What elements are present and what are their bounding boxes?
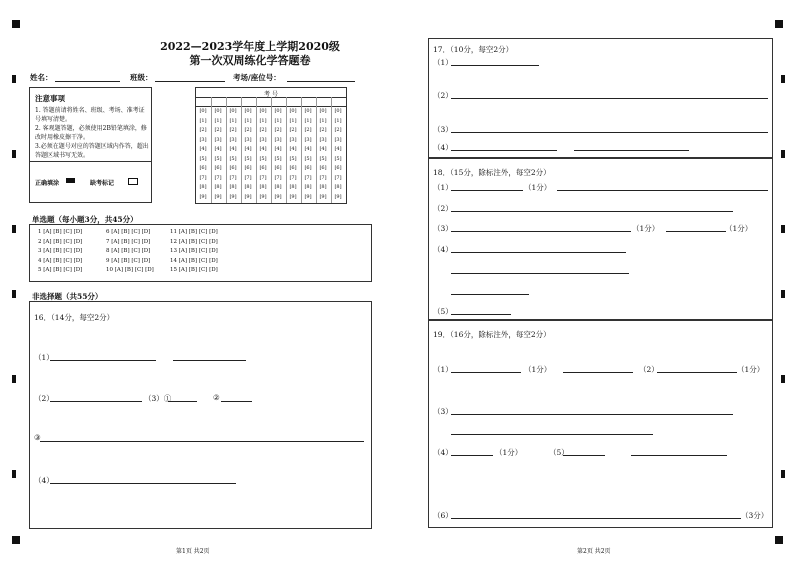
filled-sample — [66, 178, 75, 183]
exam-digit-bubble[interactable]: [8] — [289, 184, 297, 190]
answer-line[interactable] — [657, 372, 737, 373]
answer-line[interactable] — [451, 294, 529, 295]
exam-digit-bubble[interactable]: [4] — [199, 146, 207, 152]
q16-part2-label: （2） — [34, 394, 54, 403]
exam-digit-bubble[interactable]: [7] — [319, 174, 327, 181]
mcq-item[interactable]: 2 [A] [B] [C] [D] — [38, 238, 83, 245]
exam-digit-bubble[interactable]: [4] — [259, 146, 267, 152]
q19-box — [428, 320, 773, 528]
q17-box — [428, 38, 773, 158]
exam-digit-bubble[interactable]: [3] — [289, 136, 297, 143]
answer-line[interactable] — [221, 401, 252, 402]
notice-line: 改时用橡皮擦干净。 — [35, 134, 90, 141]
exam-digit-bubble[interactable]: [5] — [319, 155, 327, 162]
exam-digit-bubble[interactable]: [4] — [214, 146, 222, 152]
q17-part4-label: （4） — [433, 143, 453, 152]
exam-digit-bubble[interactable]: [8] — [199, 184, 207, 190]
points-label: （1分） — [632, 224, 660, 233]
points-label: （1分） — [737, 365, 765, 374]
notice-line: 答题区域书写无效。 — [35, 152, 90, 159]
exam-digit-bubble[interactable]: [6] — [199, 165, 207, 171]
q18-part2-label: （2） — [433, 204, 453, 213]
mcq-item[interactable]: 9 [A] [B] [C] [D] — [106, 257, 151, 264]
timing-mark — [12, 290, 16, 298]
answer-line[interactable] — [50, 360, 156, 361]
exam-digit-bubble[interactable]: [1] — [334, 117, 342, 124]
exam-digit-bubble[interactable]: [6] — [304, 165, 312, 171]
exam-digit-bubble[interactable]: [2] — [229, 127, 237, 133]
mcq-item[interactable]: 7 [A] [B] [C] [D] — [106, 238, 151, 245]
exam-digit-bubble[interactable]: [8] — [274, 184, 282, 190]
exam-digit-bubble[interactable]: [7] — [199, 174, 207, 181]
exam-digit-bubble[interactable]: [5] — [199, 155, 207, 162]
exam-digit-bubble[interactable]: [4] — [229, 146, 237, 152]
exam-digit-bubble[interactable]: [4] — [289, 146, 297, 152]
answer-line[interactable] — [451, 434, 653, 435]
q16-part4-label: （4） — [34, 476, 54, 485]
notice-line: 号填写清楚。 — [35, 116, 72, 123]
timing-mark — [12, 375, 16, 383]
answer-line[interactable] — [563, 372, 633, 373]
q18-heading: 18．（15分，除标注外，每空2分） — [433, 168, 551, 177]
mcq-item[interactable]: 11 [A] [B] [C] [D] — [170, 229, 218, 235]
exam-digit-bubble[interactable]: [6] — [229, 165, 237, 171]
exam-digit-bubble[interactable]: [8] — [259, 184, 267, 190]
answer-line[interactable] — [40, 441, 364, 442]
exam-digit-bubble[interactable]: [0] — [229, 108, 237, 114]
nonmcq-title: 非选择题（共55分） — [32, 292, 103, 301]
exam-digit-bubble[interactable]: [1] — [199, 117, 207, 124]
exam-digit-bubble[interactable]: [2] — [274, 127, 282, 133]
timing-mark — [12, 225, 16, 233]
mcq-item[interactable]: 1 [A] [B] [C] [D] — [38, 229, 83, 235]
exam-digit-bubble[interactable]: [9] — [319, 193, 327, 200]
exam-digit-bubble[interactable]: [0] — [319, 108, 327, 114]
divider — [30, 161, 151, 162]
answer-line[interactable] — [451, 231, 631, 232]
exam-digit-bubble[interactable]: [9] — [289, 193, 297, 200]
answer-line[interactable] — [451, 518, 741, 519]
exam-digit-bubble[interactable]: [3] — [214, 136, 222, 143]
q19-part3-label: （3） — [433, 407, 453, 416]
missing-label: 缺考标记 — [90, 180, 115, 187]
exam-number-grid — [195, 87, 347, 204]
exam-digit-bubble[interactable]: [9] — [199, 193, 207, 200]
answer-line[interactable] — [574, 150, 689, 151]
exam-digit-bubble[interactable]: [6] — [319, 165, 327, 171]
exam-digit-bubble[interactable]: [6] — [289, 165, 297, 171]
q19-part6-label: （6） — [433, 511, 453, 520]
name-field[interactable] — [55, 81, 120, 82]
answer-line[interactable] — [168, 401, 197, 402]
q19-heading: 19．（16分，除标注外，每空2分） — [433, 330, 551, 339]
exam-digit-bubble[interactable]: [3] — [229, 136, 237, 143]
exam-digit-bubble[interactable]: [6] — [214, 165, 222, 171]
answer-line[interactable] — [451, 314, 511, 315]
exam-digit-bubble[interactable]: [7] — [259, 174, 267, 181]
exam-digit-bubble[interactable]: [5] — [259, 155, 267, 162]
page-number: 第2页 共2页 — [577, 548, 611, 555]
answer-line[interactable] — [451, 65, 539, 66]
exam-digit-bubble[interactable]: [0] — [214, 108, 222, 114]
exam-digit-bubble[interactable]: [9] — [259, 193, 267, 200]
points-label: （3分） — [741, 511, 769, 520]
notice-title: 注意事项 — [35, 94, 65, 103]
exam-digit-bubble[interactable]: [1] — [229, 117, 237, 124]
sheet-subtitle: 第一次双周练化学答题卷 — [189, 54, 311, 67]
exam-digit-bubble[interactable]: [3] — [334, 136, 342, 143]
mcq-item[interactable]: 10 [A] [B] [C] [D] — [106, 267, 154, 274]
timing-mark — [12, 75, 16, 83]
exam-digit-bubble[interactable]: [5] — [274, 155, 282, 162]
exam-digit-bubble[interactable]: [5] — [244, 155, 252, 162]
exam-digit-bubble[interactable]: [6] — [244, 165, 252, 171]
answer-line[interactable] — [563, 455, 605, 456]
exam-digit-bubble[interactable]: [6] — [274, 165, 282, 171]
exam-digit-bubble[interactable]: [0] — [244, 108, 252, 114]
exam-digit-bubble[interactable]: [0] — [289, 108, 297, 114]
mcq-item[interactable]: 13 [A] [B] [C] [D] — [170, 248, 218, 255]
exam-digit-bubble[interactable]: [7] — [244, 174, 252, 181]
answer-line[interactable] — [451, 273, 629, 274]
answer-line[interactable] — [451, 414, 733, 415]
q16-box — [29, 301, 372, 529]
exam-number-header: 考 号 — [264, 91, 278, 98]
exam-digit-bubble[interactable]: [9] — [334, 193, 342, 200]
exam-digit-bubble[interactable]: [9] — [229, 193, 237, 200]
exam-digit-bubble[interactable]: [3] — [199, 136, 207, 143]
q16-part3-label: （3）① — [144, 394, 172, 403]
exam-digit-bubble[interactable]: [5] — [229, 155, 237, 162]
answer-line[interactable] — [631, 455, 727, 456]
seat-field[interactable] — [287, 81, 355, 82]
timing-mark — [781, 225, 785, 233]
exam-digit-bubble[interactable]: [8] — [214, 184, 222, 190]
exam-digit-bubble[interactable]: [2] — [199, 127, 207, 133]
q19-part1-label: （1） — [433, 365, 453, 374]
exam-digit-bubble[interactable]: [1] — [304, 117, 312, 124]
sheet-title: 2022—2023学年度上学期2020级 — [160, 40, 340, 53]
exam-digit-bubble[interactable]: [0] — [334, 108, 342, 114]
exam-digit-bubble[interactable]: [2] — [319, 127, 327, 133]
notice-line: 3.必须在题号对应的答题区域内作答，超出 — [35, 143, 149, 150]
timing-mark — [781, 375, 785, 383]
missing-mark-box[interactable] — [128, 178, 138, 185]
q17-part3-label: （3） — [433, 125, 453, 134]
q19-part5-label: （5） — [549, 448, 569, 457]
notice-box — [29, 87, 152, 203]
exam-digit-bubble[interactable]: [9] — [214, 193, 222, 200]
exam-digit-bubble[interactable]: [3] — [319, 136, 327, 143]
mcq-item[interactable]: 14 [A] [B] [C] [D] — [170, 257, 218, 264]
page-number: 第1页 共2页 — [176, 548, 210, 555]
answer-line[interactable] — [451, 190, 523, 191]
exam-digit-bubble[interactable]: [0] — [274, 108, 282, 114]
notice-line: 1. 答题前请将姓名、班级、考场、准考证 — [35, 107, 145, 114]
exam-digit-bubble[interactable]: [3] — [304, 136, 312, 143]
q19-part4-label: （4） — [433, 448, 453, 457]
points-label: （1分） — [524, 183, 552, 192]
corner-mark — [775, 536, 783, 544]
q17-part1-label: （1） — [433, 58, 453, 67]
exam-digit-bubble[interactable]: [0] — [199, 108, 207, 114]
exam-digit-bubble[interactable]: [6] — [259, 165, 267, 171]
answer-line[interactable] — [173, 360, 246, 361]
exam-digit-bubble[interactable]: [2] — [259, 127, 267, 133]
q18-part1-label: （1） — [433, 183, 453, 192]
q18-box — [428, 158, 773, 320]
exam-digit-bubble[interactable]: [8] — [334, 184, 342, 190]
exam-digit-bubble[interactable]: [7] — [229, 174, 237, 181]
corner-mark — [775, 20, 783, 28]
exam-digit-bubble[interactable]: [4] — [334, 146, 342, 152]
mcq-title: 单选题（每小题3分，共45分） — [32, 215, 138, 224]
q17-part2-label: （2） — [433, 91, 453, 100]
timing-mark — [781, 290, 785, 298]
answer-line[interactable] — [451, 211, 733, 212]
exam-digit-bubble[interactable]: [2] — [244, 127, 252, 133]
mcq-item[interactable]: 6 [A] [B] [C] [D] — [106, 229, 151, 235]
exam-digit-bubble[interactable]: [4] — [304, 146, 312, 152]
answer-line[interactable] — [50, 401, 142, 402]
exam-digit-bubble[interactable]: [7] — [304, 174, 312, 181]
exam-digit-bubble[interactable]: [5] — [334, 155, 342, 162]
exam-digit-bubble[interactable]: [8] — [229, 184, 237, 190]
exam-digit-bubble[interactable]: [4] — [319, 146, 327, 152]
exam-digit-bubble[interactable]: [1] — [244, 117, 252, 124]
corner-mark — [12, 20, 20, 28]
exam-digit-bubble[interactable]: [1] — [289, 117, 297, 124]
timing-mark — [781, 75, 785, 83]
exam-digit-bubble[interactable]: [3] — [274, 136, 282, 143]
answer-line[interactable] — [451, 252, 626, 253]
exam-digit-bubble[interactable]: [5] — [289, 155, 297, 162]
answer-line[interactable] — [451, 132, 768, 133]
exam-digit-bubble[interactable]: [7] — [334, 174, 342, 181]
exam-digit-bubble[interactable]: [1] — [259, 117, 267, 124]
exam-digit-bubble[interactable]: [9] — [244, 193, 252, 200]
exam-digit-bubble[interactable]: [4] — [244, 146, 252, 152]
points-label: （1分） — [495, 448, 523, 457]
mcq-item[interactable]: 8 [A] [B] [C] [D] — [106, 248, 151, 255]
exam-digit-bubble[interactable]: [8] — [304, 184, 312, 190]
mcq-item[interactable]: 15 [A] [B] [C] [D] — [170, 267, 218, 274]
answer-line[interactable] — [451, 150, 557, 151]
exam-digit-bubble[interactable]: [1] — [274, 117, 282, 124]
mcq-item[interactable]: 5 [A] [B] [C] [D] — [38, 267, 83, 274]
mcq-item[interactable]: 3 [A] [B] [C] [D] — [38, 248, 83, 255]
timing-mark — [781, 470, 785, 478]
answer-line[interactable] — [451, 98, 768, 99]
timing-mark — [12, 470, 16, 478]
q19-part2-label: （2） — [639, 365, 659, 374]
q16-part1-label: （1） — [34, 353, 54, 362]
exam-digit-bubble[interactable]: [9] — [274, 193, 282, 200]
exam-digit-bubble[interactable]: [5] — [304, 155, 312, 162]
points-label: （1分） — [725, 224, 753, 233]
exam-digit-bubble[interactable]: [9] — [304, 193, 312, 200]
timing-mark — [12, 150, 16, 158]
exam-digit-bubble[interactable]: [7] — [289, 174, 297, 181]
exam-digit-bubble[interactable]: [2] — [289, 127, 297, 133]
answer-line[interactable] — [451, 372, 521, 373]
exam-digit-bubble[interactable]: [2] — [334, 127, 342, 133]
name-label: 姓名： — [30, 73, 53, 82]
exam-digit-bubble[interactable]: [5] — [214, 155, 222, 162]
points-label: （1分） — [524, 365, 552, 374]
exam-digit-bubble[interactable]: [2] — [304, 127, 312, 133]
class-label: 班级： — [130, 73, 153, 82]
exam-digit-bubble[interactable]: [4] — [274, 146, 282, 152]
correct-fill-label: 正确填涂 — [35, 180, 60, 187]
answer-line[interactable] — [50, 483, 236, 484]
exam-digit-bubble[interactable]: [8] — [319, 184, 327, 190]
answer-line[interactable] — [666, 231, 726, 232]
exam-digit-bubble[interactable]: [6] — [334, 165, 342, 171]
mcq-item[interactable]: 4 [A] [B] [C] [D] — [38, 257, 83, 264]
exam-digit-bubble[interactable]: [0] — [304, 108, 312, 114]
exam-digit-bubble[interactable]: [7] — [214, 174, 222, 181]
answer-line[interactable] — [557, 190, 768, 191]
exam-digit-bubble[interactable]: [1] — [214, 117, 222, 124]
answer-line[interactable] — [451, 455, 493, 456]
mcq-box — [29, 224, 372, 282]
exam-digit-bubble[interactable]: [8] — [244, 184, 252, 190]
exam-digit-bubble[interactable]: [3] — [259, 136, 267, 143]
q16-part3b-label: ② — [213, 393, 220, 402]
q18-part5-label: （5） — [433, 307, 453, 316]
mcq-item[interactable]: 12 [A] [B] [C] [D] — [170, 238, 218, 245]
exam-digit-bubble[interactable]: [2] — [214, 127, 222, 133]
exam-digit-bubble[interactable]: [3] — [244, 136, 252, 143]
corner-mark — [12, 536, 20, 544]
class-field[interactable] — [155, 81, 225, 82]
q18-part3-label: （3） — [433, 224, 453, 233]
q18-part4-label: （4） — [433, 245, 453, 254]
q16-heading: 16．（14分，每空2分） — [34, 313, 115, 322]
exam-digit-bubble[interactable]: [7] — [274, 174, 282, 181]
q17-heading: 17．（10分，每空2分） — [433, 45, 514, 54]
timing-mark — [781, 150, 785, 158]
q16-part3c-label: ③ — [34, 433, 41, 442]
seat-label: 考场/座位号： — [233, 73, 281, 82]
exam-digit-bubble[interactable]: [0] — [259, 108, 267, 114]
notice-line: 2. 客观题答题，必须使用2B铅笔填涂，修 — [35, 125, 147, 132]
exam-digit-bubble[interactable]: [1] — [319, 117, 327, 124]
